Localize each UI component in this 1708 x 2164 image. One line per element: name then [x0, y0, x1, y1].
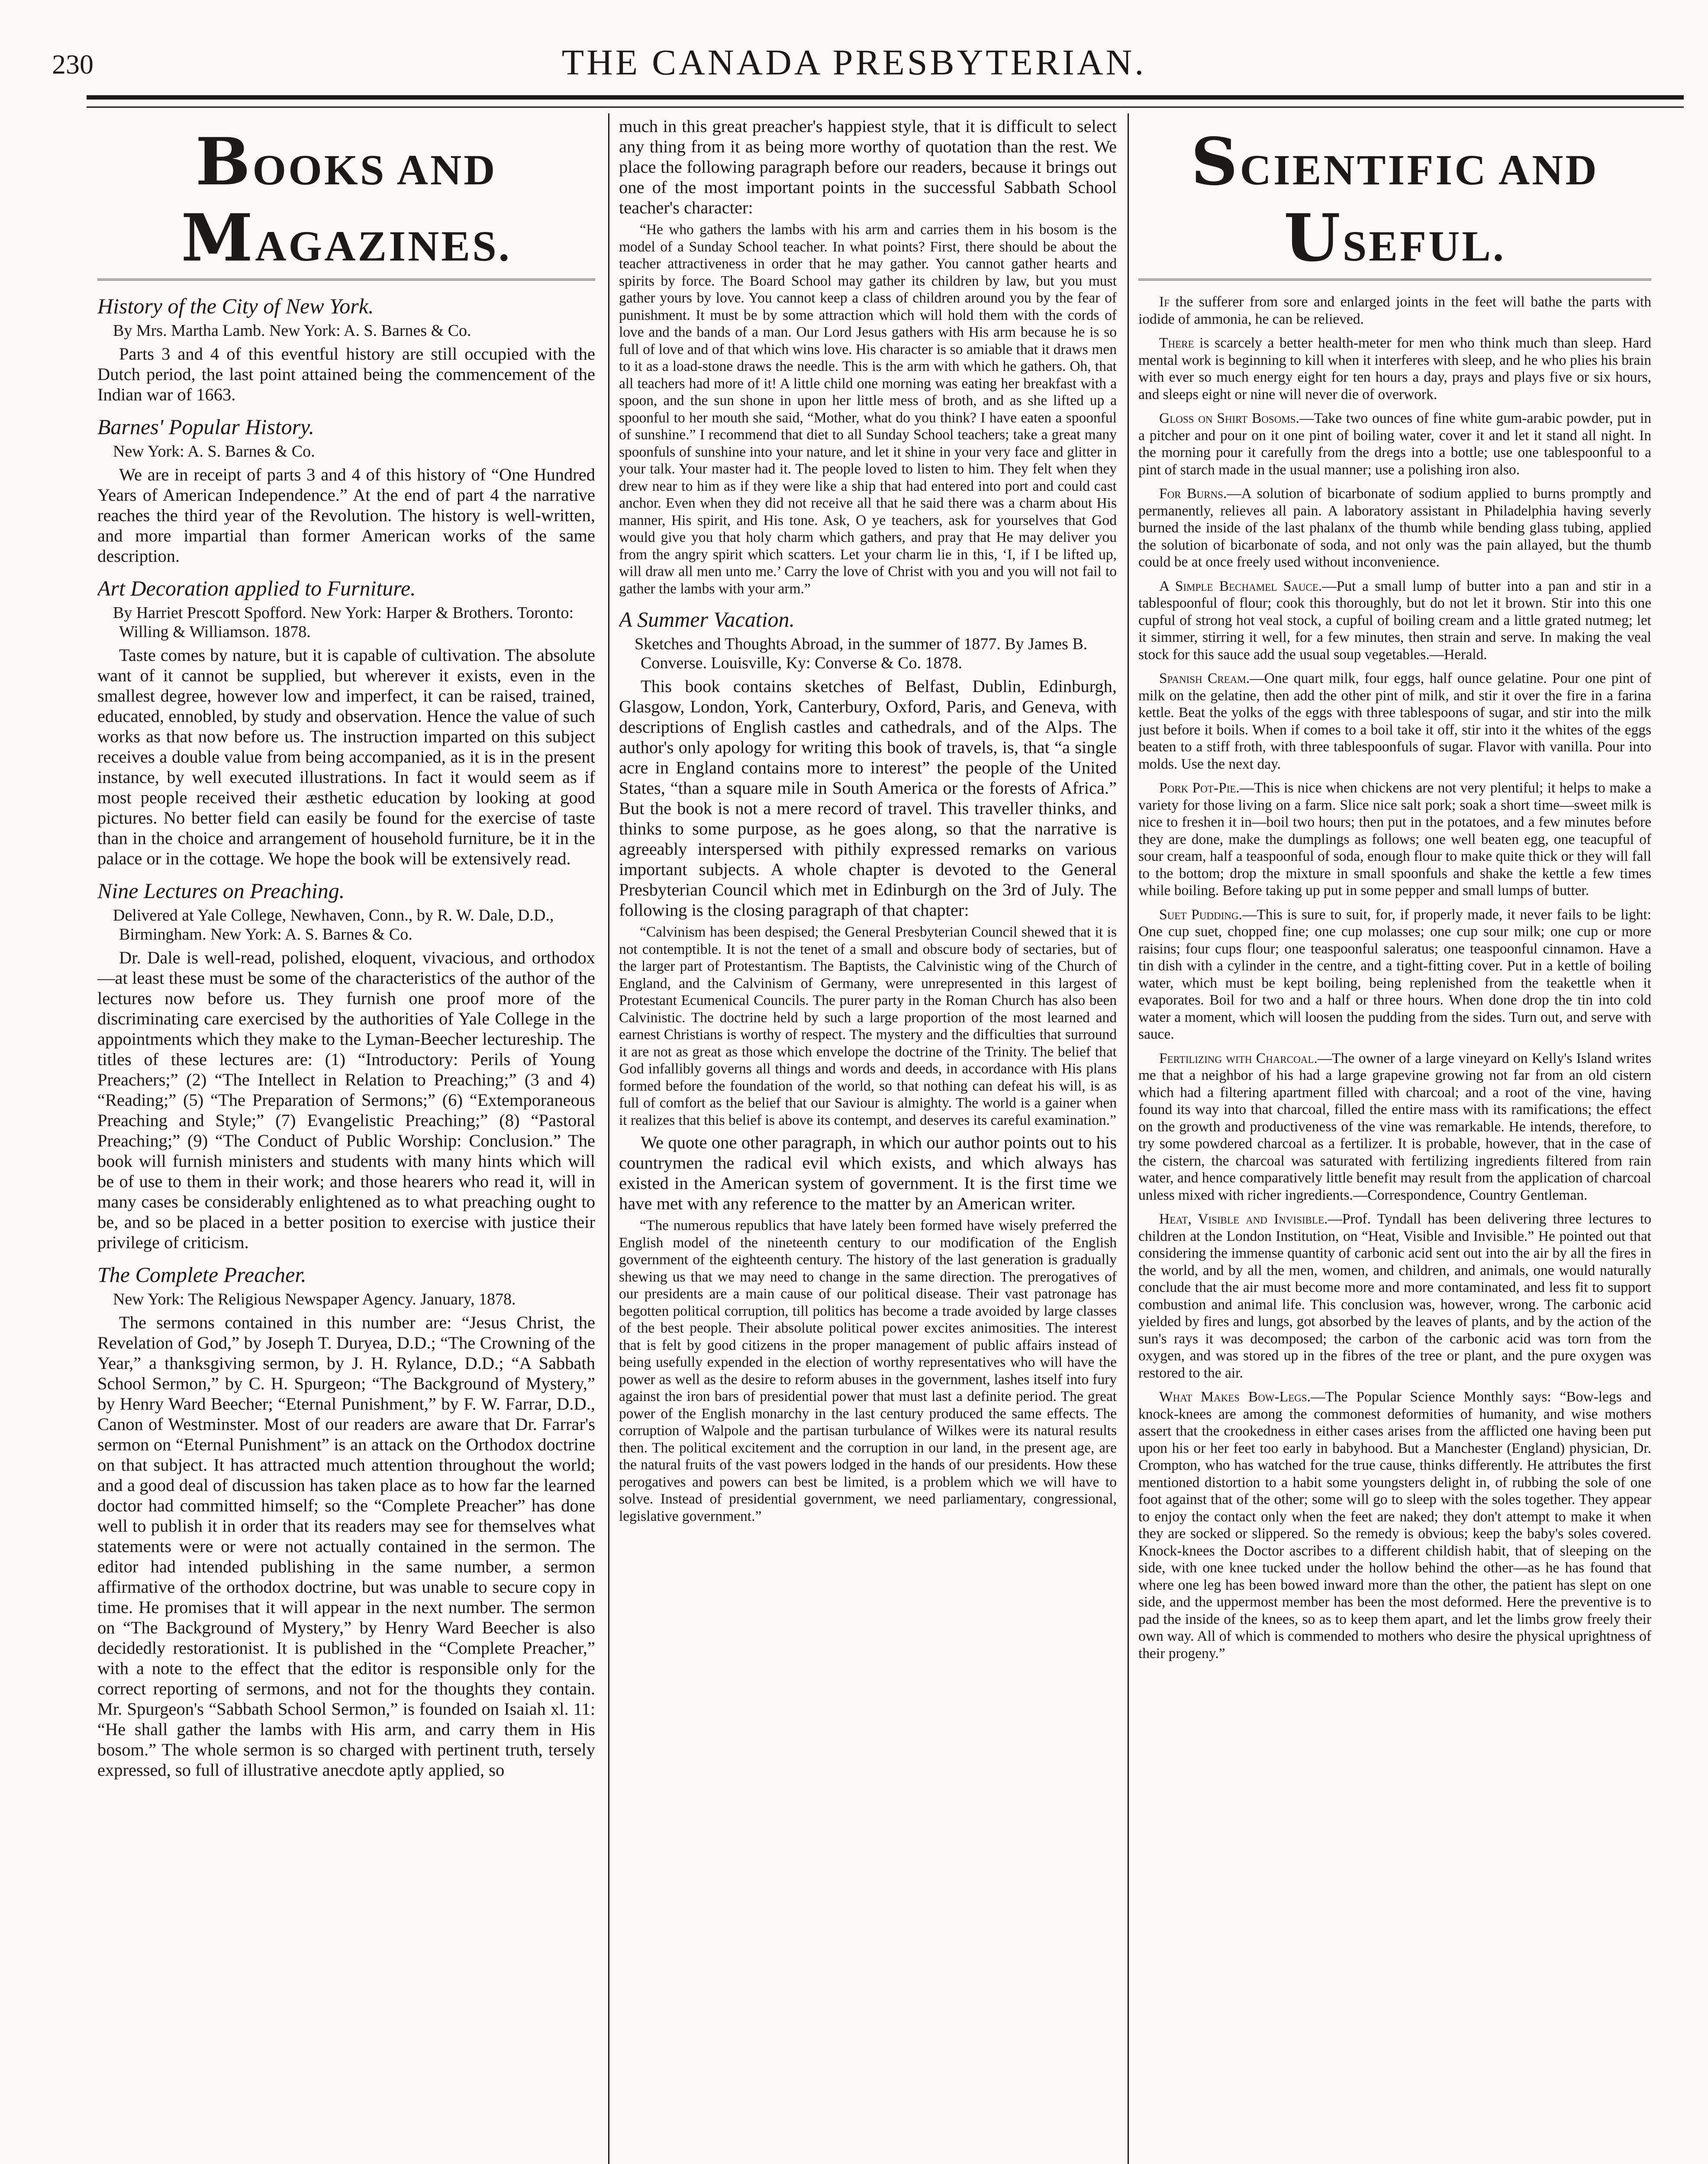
book-byline: By Mrs. Martha Lamb. New York: A. S. Barnes & Co. — [113, 322, 471, 340]
item-paragraph — [1138, 293, 1651, 328]
heading-initial: U — [1283, 200, 1343, 276]
item-paragraph — [1138, 485, 1651, 571]
book-byline: Delivered at Yale College, Newhaven, Conn., by R. W. Dale, D.D., Birmingham. New York: A. S. Barnes & Co. — [113, 906, 554, 944]
item-lead: A Simple Bechamel Sauce. — [1159, 578, 1322, 594]
item-paragraph — [1138, 1388, 1651, 1662]
heading-initial: S — [1191, 124, 1240, 200]
book-title: Nine Lectures on Preaching. — [97, 879, 345, 903]
item-paragraph — [1138, 1050, 1651, 1204]
item-paragraph — [1138, 410, 1651, 478]
item-paragraph — [1138, 578, 1651, 663]
review-paragraph: much in this great preacher's happiest style, that it is difficult to select any thing from it as being more worthy of quotation than the rest. We place the following paragraph before our readers, because it brings out one of the most important points in the successful Sabbath School teacher's character: — [619, 116, 1117, 217]
heading-text: SEFUL. — [1342, 222, 1506, 270]
item-lead: Gloss on Shirt Bosoms. — [1159, 410, 1299, 426]
column-continued-reviews — [619, 116, 1117, 2164]
review-paragraph: This book contains sketches of Belfast, Dublin, Edinburgh, Glasgow, London, York, Canterbury, Oxford, Paris, and Geneva, with descriptions of English castles and cathedrals, and of the Alps. The author's only apology for writing this book of travels, is, that “a single acre in England contains more to interest” the people of the United States, “than a square mile in South America or the forests of Africa.” But the book is not a mere record of travel. This traveller thinks, and thinks to some purpose, as he goes along, so that the narrative is agreeably interspersed with pithily expressed remarks on various important subjects. A whole chapter is devoted to the General Presbyterian Council which met in Edinburgh on the 3rd of July. The following is the closing paragraph of that chapter: — [619, 676, 1117, 920]
review-paragraph: Dr. Dale is well-read, polished, eloquent, vivacious, and orthodox—at least these must be some of the characteristics of the author of the lectures now before us. They furnish one proof more of the discriminating care exercised by the authorities of Yale College in the appointments which they make to the Lyman-Beecher lectureship. The titles of these lectures are: (1) “Introductory: Perils of Young Preachers;” (2) “The Intellect in Relation to Preaching;” (3 and 4) “Reading;” (5) “The Preparation of Sermons;” (6) “Extemporaneous Preaching and Style;” (7) Evangelistic Preaching;” (8) “Pastoral Preaching;” (9) “The Conduct of Public Worship: Conclusion.” The book will furnish ministers and students with many hints which will be of use to them in their work; and those hearers who read it, will in many cases be considerably enlightened as to what preaching ought to be, and so be placed in a better position to exercise with justice their privilege of criticism. — [97, 948, 595, 1252]
item-lead: Pork Pot-Pie. — [1159, 780, 1240, 796]
item-lead: Spanish Cream. — [1159, 670, 1250, 686]
item-lead: There — [1159, 335, 1194, 351]
book-title: A Summer Vacation. — [619, 607, 795, 631]
quoted-passage: “Calvinism has been despised; the General Presbyterian Council shewed that it is not contemptible. It is not the tenet of a small and obscure body of sectaries, but of the larger part of Protestantism. The Baptists, the Calvinistic wing of the Church of England, and the Calvinism of Germany, were unrepresented in this largest of Protestant Ecumenical Councils. The purer party in the Roman Church has also been Calvinistic. The doctrine held by such a large proportion of the most learned and earnest Christians is worthy of respect. The mystery and the difficulties that surround it are not as great as those which envelope the doctrine of the Trinity. The belief that God infallibly governs all things and words and deeds, in accordance with His plans formed before the foundation of the world, so that nothing can defeat his will, is as full of comfort as the belief that our Saviour is almighty. The world is a gainer when it realizes that this belief is above its contempt, and deserves its careful examination.” — [619, 924, 1117, 1128]
header-rule — [87, 95, 1684, 100]
item-text: is scarcely a better health-meter for men who think much than sleep. Hard mental work is beginning to kill when it interferes with sleep, and he who plies his brain with ever so much energy eight for ten hours a day, prays and plays five or six hours, and sleeps eight or nine will never die of overwork. — [1138, 335, 1651, 403]
review-paragraph: Taste comes by nature, but it is capable of cultivation. The absolute want of it cannot be supplied, but wherever it exists, even in the smallest degree, however low and imperfect, it can be raised, trained, educated, ennobled, by study and observation. Hence the value of such works as that now before us. The instruction imparted on this subject receives a double value from being accompanied, as it is in the present instance, by well executed illustrations. In fact it would seem as if most people received their æsthetic education by looking at good pictures. No better field can easily be found for the exercise of taste than in the choice and arrangement of household furniture, be it in the palace or in the cottage. We hope the book will be extensively read. — [97, 645, 595, 868]
item-paragraph — [1138, 670, 1651, 773]
item-lead: If — [1159, 294, 1170, 310]
running-head: THE CANADA PRESBYTERIAN. — [561, 42, 1147, 83]
item-text: —This is nice when chickens are not very plentiful; it helps to make a variety for those living on a farm. Slice nice salt pork; soak a short time—sweet milk is nice to freshen it in—boil two hours; then put in the potatoes, and a few minutes before they are done, make the dumplings as follows; one well beaten egg, one teacupful of sour cream, half a teaspoonful of soda, enough flour to make quite thick or they will fall to the bottom; drop the mixture in small spoonfuls and shake the kettle a few times while boiling. Before taking up put in some pepper and small lumps of butter. — [1138, 780, 1651, 898]
item-text: —A solution of bicarbonate of sodium applied to burns promptly and permanently, relieves all pain. A laboratory assistant in Philadelphia having severly burned the inside of the last phalanx of the thumb while bending glass tubing, applied the solution of bicarbonate of soda, and not only was the pain allayed, but the thumb could be at once freely used without inconvenience. — [1138, 486, 1651, 570]
item-text: —Prof. Tyndall has been delivering three lectures to children at the London Institution, on “Heat, Visible and Invisible.” He pointed out that considering the immense quantity of carbonic acid sent out into the air by all the fires in the world, and by all the men, women, and children, and animals, one would naturally conclude that the air must become more and more contaminated, and less fit to support combustion and animal life. This conclusion was, however, wrong. The carbonic acid yielded by fires and lungs, got absorbed by the leaves of plants, and by the action of the sun's rays it was decomposed; the carbon of the carbonic acid was torn from the oxygen, and was stored up in the fibres of the tree or plant, and the pure oxygen was restored to the air. — [1138, 1211, 1651, 1381]
quoted-passage: “The numerous republics that have lately been formed have wisely preferred the English model of the nineteenth century to our modification of the English government of the eighteenth century. The history of the last generation is gradually shewing us that we may need to change in the same direction. The prerogatives of our presidents are a main cause of our political disease. Their vast patronage has begotten political corruption, till politics has become a trade avoided by large classes of the best people. Their absolute political power excites animosities. The interest that is felt by good citizens in the proper management of public affairs instead of being usefully expended in the election of worthy representatives who will have the power as well as the desire to reform abuses in the government, lashes itself into fury against the iron bars of presidential power that must last a definite period. The great power of the English monarchy in the last century produced the same effects. The corruption of Walpole and the partisan turbulance of Wilkes were its natural results then. The political excitement and the corruption in our land, in the present age, are the natural fruits of the vast powers lodged in the hands of our presidents. How these perogatives and powers can best be limited, is a problem which we will have to solve. Instead of presidential government, we need parliamentary, congressional, legislative government.” — [619, 1217, 1117, 1524]
book-byline: By Harriet Prescott Spofford. New York: Harper & Brothers. Toronto: Willing & Williamson. 1878. — [113, 604, 574, 641]
review-paragraph: Parts 3 and 4 of this eventful history are still occupied with the Dutch period, the last point attained being the commencement of the Indian war of 1663. — [97, 344, 595, 404]
book-title: History of the City of New York. — [97, 294, 374, 318]
item-text: —The Popular Science Monthly says: “Bow-legs and knock-knees are among the commonest deformities of humanity, and wise mothers assert that the crookedness in either cases arises from the afflicted one having been put upon his or her feet too early in babyhood. But a Manchester (England) physician, Dr. Crompton, who has watched for the true cause, thinks differently. He attributes the first mentioned distortion to a habit some youngsters delight in, of rubbing the sole of one foot against that of the other; some will go to sleep with the soles together. They appear to enjoy the contact only when the feet are naked; they don't attempt to make it when they are socked or slippered. So the remedy is obvious; keep the baby's soles covered. Knock-knees the Doctor ascribes to a different childish habit, that of sleeping on the side, with one knee tucked under the hollow behind the other—as he has found that where one leg has been bowed inward more than the other, the patient has slept on one side, and the uppermost member has been the most deformed. Here the preventive is to pad the inside of the knees, so as to keep them apart, and let the limbs grow freely their own way. All of which is commended to mothers who desire the physical uprightness of their progeny.” — [1138, 1389, 1651, 1662]
section-heading-books — [97, 124, 595, 280]
item-lead: What Makes Bow-Legs. — [1159, 1389, 1311, 1405]
column-books-and-magazines — [97, 116, 595, 2164]
item-text: —One quart milk, four eggs, half ounce gelatine. Pour one pint of milk on the gelatine, then add the other pint of milk, and stir it over the fire in a farina kettle. Beat the yolks of the eggs with three tablespoons of sugar, and stir into the milk just before it boils. When if comes to a boil take it off, stir into it the whites of the eggs beaten to a stiff froth, with three tablespoonfuls of sugar. Flavor with vanilla. Pour into molds. Use the next day. — [1138, 670, 1651, 772]
book-title: Barnes' Popular History. — [97, 415, 314, 439]
item-paragraph — [1138, 779, 1651, 899]
book-byline: Sketches and Thoughts Abroad, in the summer of 1877. By James B. Converse. Louisville, Ky: Converse & Co. 1878. — [635, 635, 1088, 672]
item-paragraph — [1138, 906, 1651, 1043]
review-paragraph: The sermons contained in this number are: “Jesus Christ, the Revelation of God,” by Joseph T. Duryea, D.D.; “The Crowning of the Year,” a thanksgiving sermon, by J. H. Rylance, D.D.; “A Sabbath School Sermon,” by C. H. Spurgeon; “The Background of Mystery,” by Henry Ward Beecher; “Eternal Punishment,” by F. W. Farrar, D.D., Canon of Westminster. Most of our readers are aware that Dr. Farrar's sermon on “Eternal Punishment” is an attack on the Orthodox doctrine on that subject. It has attracted much attention throughout the world; and a good deal of discussion has taken place as to how far the learned doctor had committed himself; so the “Complete Preacher” has done well to publish it in order that its readers may see for themselves what statements were or were not actually contained in the sermon. The editor had intended publishing in the same number, a sermon affirmative of the orthodox doctrine, but was unable to secure copy in time. He promises that it will appear in the next number. The sermon on “The Background of Mystery,” by Henry Ward Beecher is also decidedly restorationist. It is published in the “Complete Preacher,” with a note to the effect that the editor is responsible only for the correct reporting of sermons, and not for the thoughts they contain. Mr. Spurgeon's “Sabbath School Sermon,” is founded on Isaiah xl. 11: “He shall gather the lambs with His arm, and carry them in His bosom.” The whole sermon is so charged with pertinent truth, tersely expressed, so full of illustrative anecdote aptly applied, so — [97, 1313, 595, 1780]
item-lead: Suet Pudding. — [1159, 906, 1242, 923]
item-lead: Fertilizing with Charcoal. — [1159, 1050, 1318, 1066]
heading-text: OOKS AND — [252, 146, 497, 194]
heading-text: CIENTIFIC AND — [1240, 146, 1599, 194]
heading-initial: M — [181, 200, 255, 276]
review-paragraph: We quote one other paragraph, in which our author points out to his countrymen the radical evil which exists, and which always has existed in the American system of government. It is the first time we have met with any reference to the matter by an American writer. — [619, 1133, 1117, 1213]
item-text: —This is sure to suit, for, if properly made, it never fails to be light: One cup suet, chopped fine; one cup molasses; one cup sour milk; one cup or more raisins; four cups flour; one teaspoonful saleratus; one teaspoonful cinnamon. Have a tin dish with a cylinder in the centre, and a tight-fitting cover. Put in a kettle of boiling water, which must be kept boiling, being replenished from the teakettle when it evaporates. Boil for two and a half or three hours. When done drop the tin into cold water a moment, which will loosen the pudding from the sides. Turn out, and serve with sauce. — [1138, 906, 1651, 1042]
header-rule-thin — [87, 106, 1684, 108]
item-text: the sufferer from sore and enlarged joints in the feet will bathe the parts with iodide of ammonia, he can be relieved. — [1138, 294, 1651, 327]
column-scientific-and-useful — [1138, 116, 1651, 2164]
column-rule — [608, 113, 609, 2164]
book-title: The Complete Preacher. — [97, 1262, 306, 1287]
item-lead: For Burns. — [1159, 486, 1227, 502]
item-text: —Put a small lump of butter into a pan and stir in a tablespoonful of flour; cook this thoroughly, but do not let it brown. Stir into this one cupful of strong hot veal stock, a cupful of boiling cream and a little grated nutmeg; let it simmer, stirring it well, for a few minutes, then strain and serve. In making the veal stock for this sauce add the usual soup vegetables.—Herald. — [1138, 578, 1651, 663]
book-title: Art Decoration applied to Furniture. — [97, 576, 416, 600]
review-paragraph: We are in receipt of parts 3 and 4 of this history of “One Hundred Years of American Independence.” At the end of part 4 the narrative reaches the third year of the Revolution. The history is well-written, and more impartial than former American works of the same description. — [97, 465, 595, 566]
item-paragraph — [1138, 335, 1651, 403]
heading-initial: B — [195, 124, 253, 200]
book-byline: New York: The Religious Newspaper Agency. January, 1878. — [113, 1290, 516, 1308]
heading-text: AGAZINES. — [255, 222, 512, 270]
quoted-passage: “He who gathers the lambs with his arm and carries them in his bosom is the model of a Sunday School teacher. In what points? First, there should be about the teacher attractiveness in order that he may gather. You cannot gather hearts and spirits by force. The Board School may gather its children by law, but you must gather yours by love. You cannot keep a class of children around you by the fear of punishment. It must be by some attraction which will hold them with the cords of love and the bands of a man. Our Lord Jesus gathers with His arm because he is so full of love and of that which wins love. His character is so amiable that it draws men to it as a load-stone draws the needle. This is the arm with which he gathers. Oh, that all teachers had more of it! A little child one morning was eating her breakfast with a spoon, and the sun shone in upon her little mess of broth, and as she lifted up a spoonful to her mouth she said, “Mother, what do you think? I have eaten a spoonful of sunshine.” I recommend that diet to all Sunday School teachers; take a great many spoonfuls of sunshine into your nature, and let it shine in your very face and glitter in your talk. Your master had it. The people loved to listen to him. They felt when they drew near to him as if they were like a ship that had entered into port and could cast anchor. Even when they did not receive all that he said there was a charm about His manner, His spirit, and His tone. Ask, O ye teachers, ask for yourselves that God would give you that holy charm which gathers, and pray that He may deliver you from the angry spirit which scatters. Let your charm lie in this, ‘I, if I be lifted up, will draw all men unto me.’ Carry the love of Christ with you and you will not fail to gather the lambs with your arm.” — [619, 222, 1117, 597]
column-rule — [1128, 113, 1129, 2164]
item-paragraph — [1138, 1211, 1651, 1381]
section-heading-scientific — [1138, 124, 1651, 280]
book-byline: New York: A. S. Barnes & Co. — [113, 442, 315, 460]
item-lead: Heat, Visible and Invisible. — [1159, 1211, 1328, 1227]
item-text: —The owner of a large vineyard on Kelly's Island writes me that a neighbor of his had a large grapevine growing not far from an old cistern which had a filtering apartment filled with charcoal; and a root of the vine, having found its way into that charcoal, filled the entire mass with its ramifications; the effect on the growth and productiveness of the vine was remarkable. He intends, therefore, to try some powdered charcoal as a fertilizer. It is probable, however, that in the case of the cistern, the charcoal was saturated with fertilizing ingredients filtered from rain water, and hence comparatively little benefit may result from the application of charcoal unless mixed with richer ingredients.—Correspondence, Country Gentleman. — [1138, 1050, 1651, 1203]
item-text: —Take two ounces of fine white gum-arabic powder, put in a pitcher and pour on it one pint of boiling water, cover it and let it stand all night. In the morning pour it carefully from the dregs into a bottle; use one tablespoonful to a pint of starch made in the usual manner; use a polishing iron also. — [1138, 410, 1651, 478]
page-number: 230 — [52, 49, 93, 80]
